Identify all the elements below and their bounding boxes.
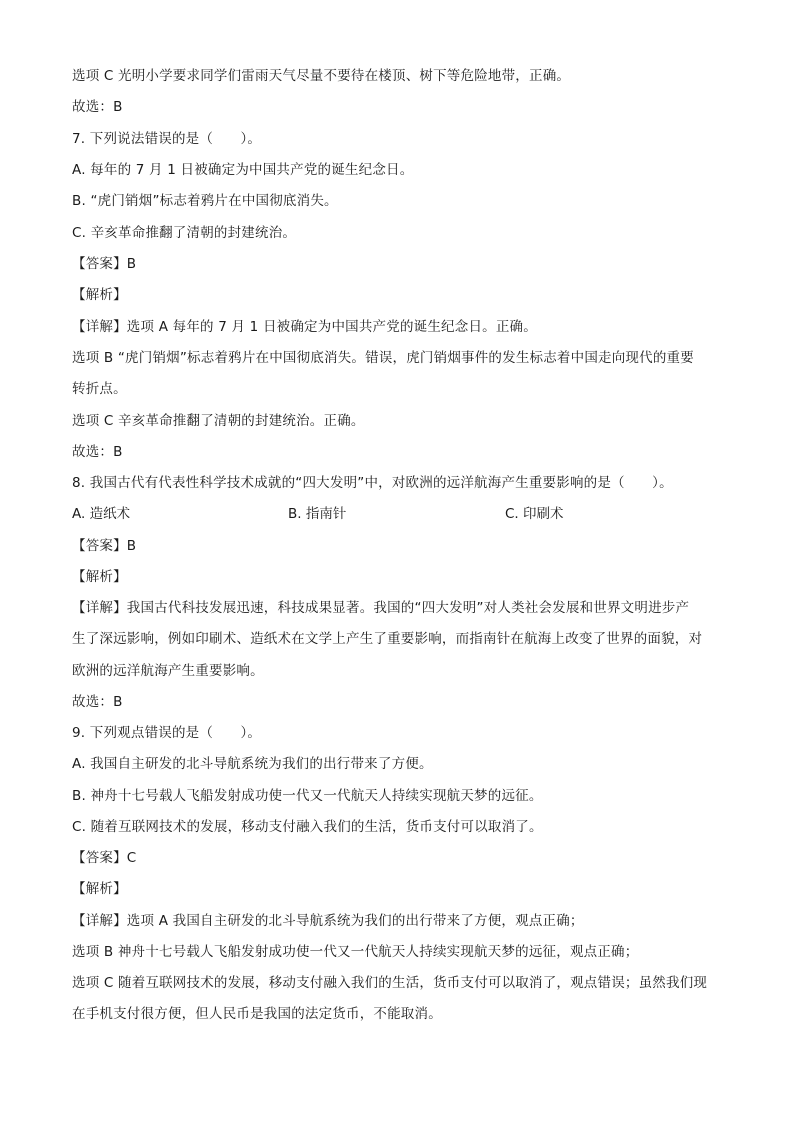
detail-text: 选项 B “虎门销烟”标志着鸦片在中国彻底消失。错误，虎门销烟事件的发生标志着中国走向现代的重要 (72, 350, 694, 366)
question-8: 8. 我国古代有代表性科学技术成就的“四大发明”中，对欧洲的远洋航海产生重要影响的是（ ）。 (72, 475, 673, 491)
option-b: B. 神舟十七号载人飞船发射成功使一代又一代航天人持续实现航天梦的远征。 (72, 788, 543, 804)
answer-label: 【答案】B (72, 256, 137, 272)
analysis-label: 【解析】 (72, 881, 127, 897)
option-a: A. 造纸术 (72, 506, 131, 522)
detail-text: 选项 C 辛亥革命推翻了清朝的封建统治。正确。 (72, 413, 365, 429)
question-7: 7. 下列说法错误的是（ ）。 (72, 131, 262, 147)
detail-text: 在手机支付很方便，但人民币是我国的法定货币，不能取消。 (72, 1006, 442, 1022)
option-c: C. 辛亥革命推翻了清朝的封建统治。 (72, 225, 297, 241)
option-a: A. 我国自主研发的北斗导航系统为我们的出行带来了方便。 (72, 756, 433, 772)
answer-label: 【答案】B (72, 538, 137, 554)
text-line: 故选：B (72, 694, 123, 710)
detail-text: 转折点。 (72, 381, 127, 397)
detail-text: 生了深远影响，例如印刷术、造纸术在文学上产生了重要影响，而指南针在航海上改变了世界的面貌，对 (72, 631, 703, 647)
detail-text: 选项 C 随着互联网技术的发展，移动支付融入我们的生活，货币支付可以取消了，观点错误；虽然我们现 (72, 975, 708, 991)
option-b: B. 指南针 (288, 506, 347, 522)
detail-text: 欧洲的远洋航海产生重要影响。 (72, 663, 264, 679)
option-a: A. 每年的 7 月 1 日被确定为中国共产党的诞生纪念日。 (72, 162, 414, 178)
analysis-label: 【解析】 (72, 569, 127, 585)
detail-text: 【详解】选项 A 我国自主研发的北斗导航系统为我们的出行带来了方便，观点正确； (72, 913, 584, 929)
detail-text: 选项 B 神舟十七号载人飞船发射成功使一代又一代航天人持续实现航天梦的远征，观点正确； (72, 944, 639, 960)
option-c: C. 随着互联网技术的发展，移动支付融入我们的生活，货币支付可以取消了。 (72, 819, 543, 835)
text-line: 故选：B (72, 444, 123, 460)
answer-label: 【答案】C (72, 850, 137, 866)
question-9: 9. 下列观点错误的是（ ）。 (72, 725, 262, 741)
text-line: 故选：B (72, 99, 123, 115)
option-c: C. 印刷术 (505, 506, 564, 522)
detail-text: 【详解】选项 A 每年的 7 月 1 日被确定为中国共产党的诞生纪念日。正确。 (72, 319, 537, 335)
text-line: 选项 C 光明小学要求同学们雷雨天气尽量不要待在楼顶、树下等危险地带，正确。 (72, 68, 571, 84)
analysis-label: 【解析】 (72, 287, 127, 303)
option-b: B. “虎门销烟”标志着鸦片在中国彻底消失。 (72, 193, 338, 209)
detail-text: 【详解】我国古代科技发展迅速，科技成果显著。我国的“四大发明”对人类社会发展和世界文明进步产 (72, 600, 690, 616)
